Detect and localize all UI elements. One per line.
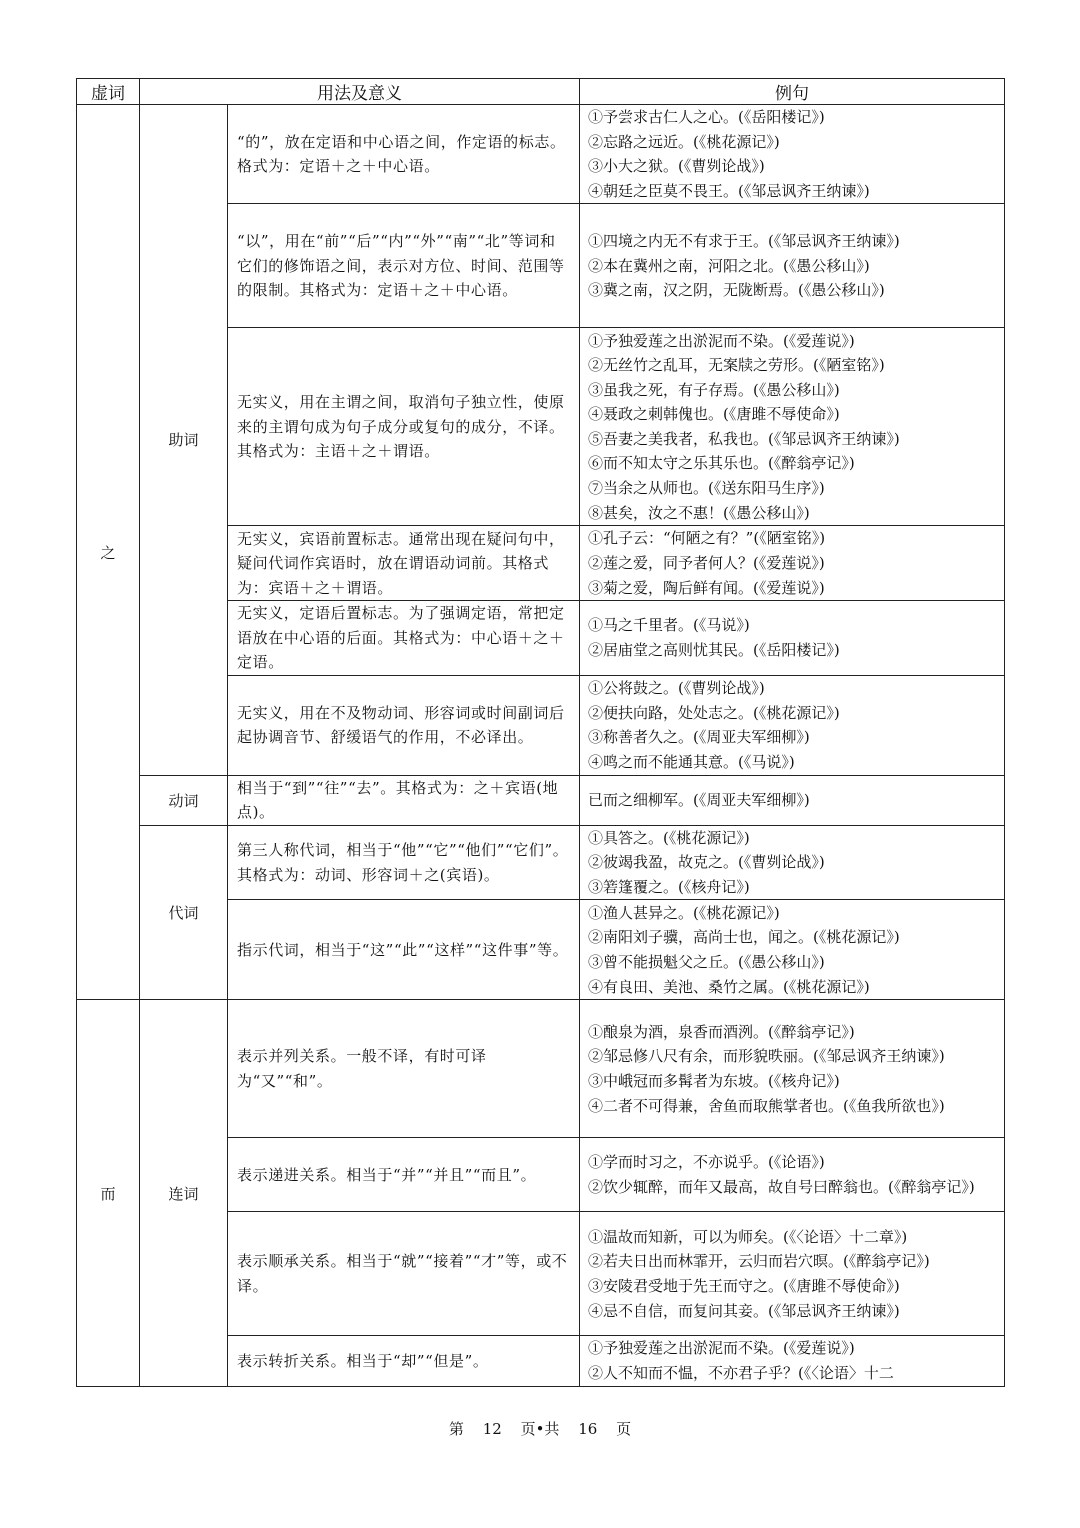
- table-row: [77, 105, 1005, 204]
- example-sentence: ②南阳刘子骥，高尚士也，闻之。(《桃花源记》): [588, 928, 900, 947]
- example-sentence: ①公将鼓之。(《曹刿论战》): [588, 678, 765, 697]
- example-sentence: ①学而时习之，不亦说乎。(《论语》): [588, 1153, 825, 1172]
- examples-cell: [580, 775, 1005, 825]
- examples-cell: [580, 328, 1005, 526]
- examples-cell: [580, 526, 1005, 601]
- example-sentence: ③小大之狱。(《曹刿论战》): [588, 157, 765, 176]
- example-sentence: ③箬篷覆之。(《核舟记》): [588, 877, 750, 896]
- example-sentence: ③菊之爱，陶后鲜有闻。(《爱莲说》): [588, 578, 825, 597]
- example-sentence: ①四境之内无不有求于王。(《邹忌讽齐王纳谏》): [588, 231, 900, 250]
- example-sentence: ③中峨冠而多髯者为东坡。(《核舟记》): [588, 1071, 840, 1090]
- example-sentence: ④有良田、美池、桑竹之属。(《桃花源记》): [588, 977, 870, 996]
- examples-cell: [580, 825, 1005, 900]
- function-word-cell: 而: [77, 1000, 140, 1386]
- footer-total-pages: 16: [578, 1420, 598, 1438]
- examples-cell: [580, 601, 1005, 676]
- example-sentence: ②莲之爱，同予者何人？(《爱莲说》): [588, 553, 825, 572]
- example-sentence: ①酿泉为酒，泉香而酒洌。(《醉翁亭记》): [588, 1022, 855, 1041]
- grammar-table: [76, 78, 1005, 1387]
- function-word-cell: 之: [77, 105, 140, 1000]
- usage-cell: 无实义，宾语前置标志。通常出现在疑问句中，疑问代词作宾语时，放在谓语动词前。其格式为：宾语＋之＋谓语。: [228, 526, 580, 601]
- example-sentence: ②若夫日出而林霏开，云归而岩穴暝。(《醉翁亭记》): [588, 1252, 930, 1271]
- usage-cell: 无实义，用在不及物动词、形容词或时间副词后起协调音节、舒缓语气的作用，不必译出。: [228, 675, 580, 775]
- table-row: [77, 1000, 1005, 1138]
- example-sentence: ⑧甚矣，汝之不惠！(《愚公移山》): [588, 503, 810, 522]
- footer-middle: 页•共: [520, 1420, 560, 1438]
- example-sentence: ④朝廷之臣莫不畏王。(《邹忌讽齐王纳谏》): [588, 181, 870, 200]
- table-row: [77, 775, 1005, 825]
- example-sentence: ⑤吾妻之美我者，私我也。(《邹忌讽齐王纳谏》): [588, 429, 900, 448]
- example-sentence: ②饮少辄醉，而年又最高，故自号曰醉翁也。(《醉翁亭记》): [588, 1177, 975, 1196]
- table-body: [77, 105, 1005, 1387]
- usage-cell: 相当于“到”“往”“去”。其格式为：之＋宾语(地点)。: [228, 775, 580, 825]
- example-sentence: 已而之细柳军。(《周亚夫军细柳》): [588, 790, 810, 809]
- examples-cell: [580, 204, 1005, 328]
- part-of-speech-cell: 代词: [140, 825, 228, 1000]
- header-word: 虚词: [77, 79, 140, 105]
- usage-cell: 表示转折关系。相当于“却”“但是”。: [228, 1336, 580, 1386]
- example-sentence: ③安陵君受地于先王而守之。(《唐雎不辱使命》): [588, 1276, 900, 1295]
- examples-cell: [580, 1212, 1005, 1336]
- page-footer: [0, 1418, 1080, 1439]
- usage-cell: 指示代词，相当于“这”“此”“这样”“这件事”等。: [228, 900, 580, 1000]
- footer-page-number: 12: [482, 1420, 502, 1438]
- example-sentence: ②无丝竹之乱耳，无案牍之劳形。(《陋室铭》): [588, 356, 885, 375]
- example-sentence: ②彼竭我盈，故克之。(《曹刿论战》): [588, 853, 825, 872]
- examples-cell: [580, 1138, 1005, 1212]
- example-sentence: ④二者不可得兼，舍鱼而取熊掌者也。(《鱼我所欲也》): [588, 1096, 945, 1115]
- example-sentence: ②本在冀州之南，河阳之北。(《愚公移山》): [588, 256, 870, 275]
- example-sentence: ①具答之。(《桃花源记》): [588, 828, 750, 847]
- examples-cell: [580, 1000, 1005, 1138]
- examples-cell: [580, 105, 1005, 204]
- example-sentence: ①马之千里者。(《马说》): [588, 616, 750, 635]
- example-sentence: ⑦当余之从师也。(《送东阳马生序》): [588, 479, 825, 498]
- example-sentence: ⑥而不知太守之乐其乐也。(《醉翁亭记》): [588, 454, 855, 473]
- usage-cell: 表示顺承关系。相当于“就”“接着”“才”等，或不译。: [228, 1212, 580, 1336]
- example-sentence: ③称善者久之。(《周亚夫军细柳》): [588, 728, 810, 747]
- example-sentence: ②邹忌修八尺有余，而形貌昳丽。(《邹忌讽齐王纳谏》): [588, 1047, 945, 1066]
- example-sentence: ④鸣之而不能通其意。(《马说》): [588, 752, 795, 771]
- usage-cell: 表示并列关系。一般不译，有时可译为“又”“和”。: [228, 1000, 580, 1138]
- examples-cell: [580, 1336, 1005, 1386]
- table-header-row: [77, 79, 1005, 105]
- example-sentence: ③曾不能损魁父之丘。(《愚公移山》): [588, 952, 825, 971]
- part-of-speech-cell: 助词: [140, 105, 228, 776]
- example-sentence: ①予尝求古仁人之心。(《岳阳楼记》): [588, 108, 825, 126]
- example-sentence: ②便扶向路，处处志之。(《桃花源记》): [588, 703, 840, 722]
- table-row: [77, 825, 1005, 900]
- example-sentence: ①温故而知新，可以为师矣。(《〈论语〉十二章》): [588, 1227, 908, 1246]
- example-sentence: ①予独爱莲之出淤泥而不染。(《爱莲说》): [588, 1339, 855, 1358]
- example-sentence: ①孔子云：“何陋之有？”(《陋室铭》): [588, 529, 826, 548]
- examples-cell: [580, 675, 1005, 775]
- usage-cell: “以”，用在“前”“后”“内”“外”“南”“北”等词和它们的修饰语之间，表示对方位、时间、范围等的限制。其格式为：定语＋之＋中心语。: [228, 204, 580, 328]
- example-sentence: ④聂政之刺韩傀也。(《唐雎不辱使命》): [588, 405, 840, 424]
- example-sentence: ①予独爱莲之出淤泥而不染。(《爱莲说》): [588, 331, 855, 350]
- example-sentence: ②居庙堂之高则忧其民。(《岳阳楼记》): [588, 640, 840, 659]
- example-sentence: ②人不知而不愠，不亦君子乎？(《〈论语〉十二: [588, 1364, 894, 1383]
- footer-prefix: 第: [448, 1420, 464, 1438]
- part-of-speech-cell: 动词: [140, 775, 228, 825]
- part-of-speech-cell: 连词: [140, 1000, 228, 1386]
- usage-cell: 无实义，用在主谓之间，取消句子独立性，使原来的主谓句成为句子成分或复句的成分，不译。其格式为：主语＋之＋谓语。: [228, 328, 580, 526]
- usage-cell: “的”，放在定语和中心语之间，作定语的标志。格式为：定语＋之＋中心语。: [228, 105, 580, 204]
- examples-cell: [580, 900, 1005, 1000]
- header-examples: 例句: [580, 79, 1005, 105]
- example-sentence: ③虽我之死，有子存焉。(《愚公移山》): [588, 380, 840, 399]
- usage-cell: 无实义，定语后置标志。为了强调定语，常把定语放在中心语的后面。其格式为：中心语＋之＋定语。: [228, 601, 580, 676]
- example-sentence: ①渔人甚异之。(《桃花源记》): [588, 903, 780, 922]
- footer-suffix: 页: [616, 1420, 632, 1438]
- example-sentence: ④忌不自信，而复问其妾。(《邹忌讽齐王纳谏》): [588, 1301, 900, 1320]
- usage-cell: 表示递进关系。相当于“并”“并且”“而且”。: [228, 1138, 580, 1212]
- example-sentence: ③冀之南，汉之阴，无陇断焉。(《愚公移山》): [588, 281, 885, 300]
- usage-cell: 第三人称代词，相当于“他”“它”“他们”“它们”。其格式为：动词、形容词＋之(宾语)。: [228, 825, 580, 900]
- header-usage: 用法及意义: [140, 79, 580, 105]
- example-sentence: ②忘路之远近。(《桃花源记》): [588, 132, 780, 151]
